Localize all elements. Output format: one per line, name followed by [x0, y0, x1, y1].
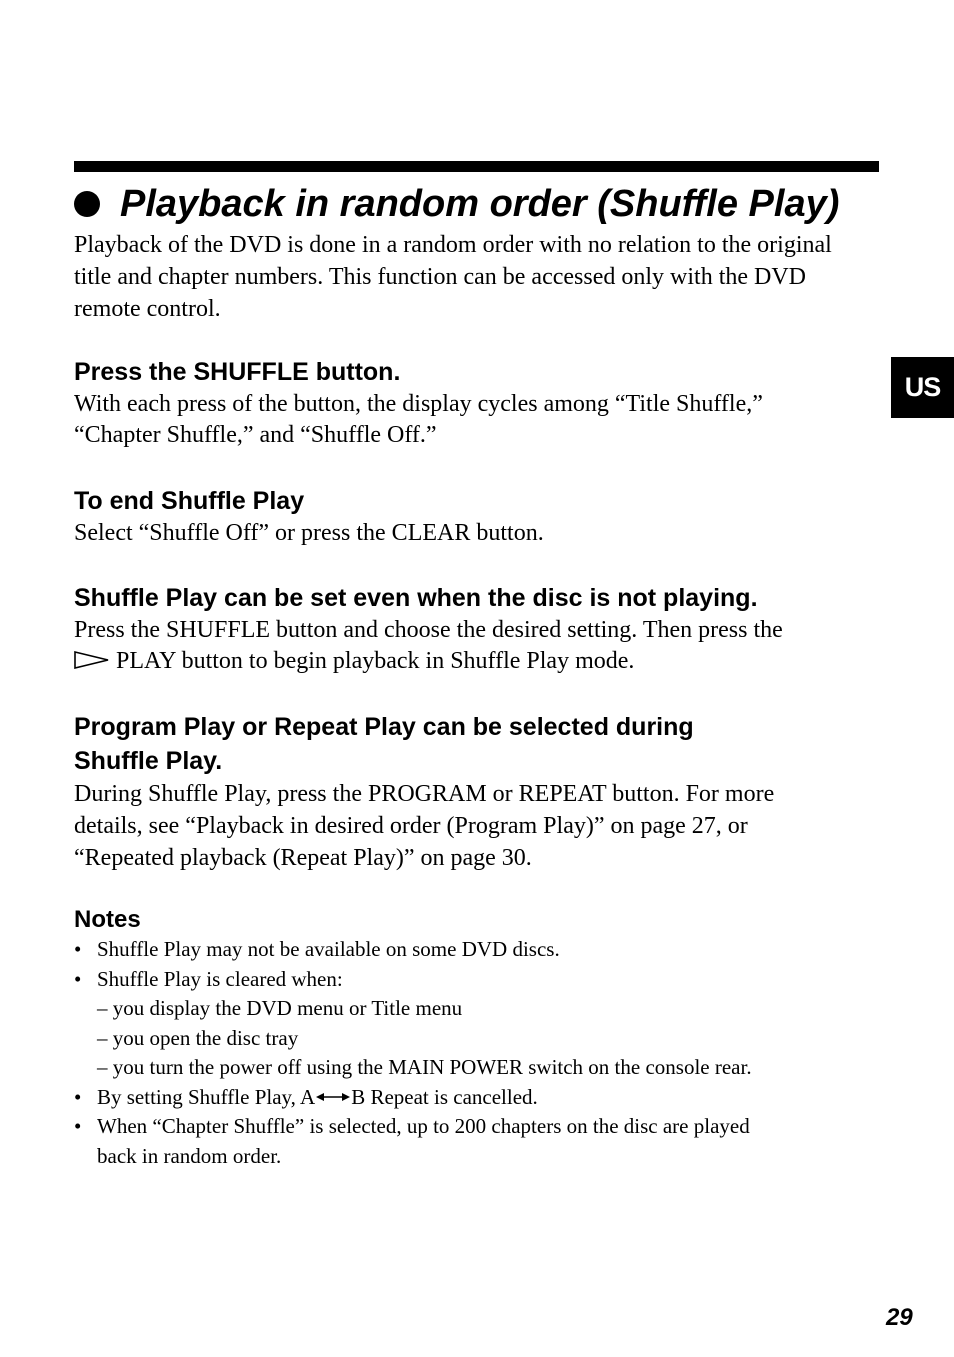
section-set-not-playing [74, 581, 874, 677]
play-triangle-icon [74, 651, 110, 669]
section-heading-line: Program Play or Repeat Play can be selected during [74, 713, 694, 741]
section-text-line: Press the SHUFFLE button and choose the desired setting. Then press the [74, 617, 783, 643]
bullet: • [74, 1114, 82, 1138]
note-text-line: When “Chapter Shuffle” is selected, up to 200 chapters on the disc are played [97, 1114, 750, 1138]
section-text-line: “Chapter Shuffle,” and “Shuffle Off.” [74, 422, 437, 448]
section-heading: To end Shuffle Play [74, 487, 305, 515]
intro-text: Playback of the DVD is done in a random order with no relation to the original title and chapter numbers. This function can be accessed only with the DVD remote control. [74, 232, 832, 322]
note-text: By setting Shuffle Play, A [97, 1084, 316, 1109]
note-item [74, 965, 874, 995]
page-title-text: Playback in random order (Shuffle Play) [120, 183, 840, 225]
page-title [74, 181, 839, 227]
page-number: 29 [886, 1304, 913, 1331]
bullet: • [74, 937, 82, 961]
section-text-line: “Repeated playback (Repeat Play)” on page 30. [74, 845, 532, 871]
section-program-repeat [74, 710, 874, 874]
note-text-line: back in random order. [97, 1143, 282, 1168]
section-heading: Press the SHUFFLE button. [74, 358, 401, 386]
section-text-line: With each press of the button, the display cycles among “Title Shuffle,” [74, 391, 763, 417]
section-heading: Shuffle Play can be set even when the disc is not playing. [74, 584, 758, 612]
section-text-line: Select “Shuffle Off” or press the CLEAR button. [74, 520, 544, 546]
section-text-line: details, see “Playback in desired order (Program Play)” on page 27, or [74, 813, 748, 839]
region-tab: US [891, 357, 954, 418]
notes-list [74, 935, 874, 1171]
note-item [74, 1083, 874, 1113]
notes-heading: Notes [74, 906, 141, 933]
section-press-shuffle [74, 355, 874, 451]
note-text: Shuffle Play is cleared when: [97, 966, 343, 991]
notes [74, 905, 874, 1171]
note-subitem: – you display the DVD menu or Title menu [97, 996, 463, 1020]
title-bullet-icon [74, 191, 100, 217]
section-end-shuffle [74, 484, 874, 549]
bullet: • [74, 966, 82, 991]
intro [74, 229, 874, 325]
section-heading-line: Shuffle Play. [74, 747, 223, 775]
section-text-line: During Shuffle Play, press the PROGRAM or REPEAT button. For more [74, 781, 775, 807]
note-text: Shuffle Play may not be available on some DVD discs. [97, 937, 560, 961]
section-text-line-with-icon [74, 646, 874, 677]
note-subitem: – you turn the power off using the MAIN POWER switch on the console rear. [97, 1055, 752, 1079]
section-text: PLAY button to begin playback in Shuffle Play mode. [116, 648, 635, 674]
note-text: B Repeat is cancelled. [351, 1084, 538, 1109]
note-item [74, 935, 874, 965]
note-item [74, 1112, 874, 1171]
bullet: • [74, 1084, 82, 1109]
title-rule [74, 161, 879, 172]
note-subitem: – you open the disc tray [97, 1025, 299, 1050]
double-arrow-icon [316, 1091, 350, 1103]
